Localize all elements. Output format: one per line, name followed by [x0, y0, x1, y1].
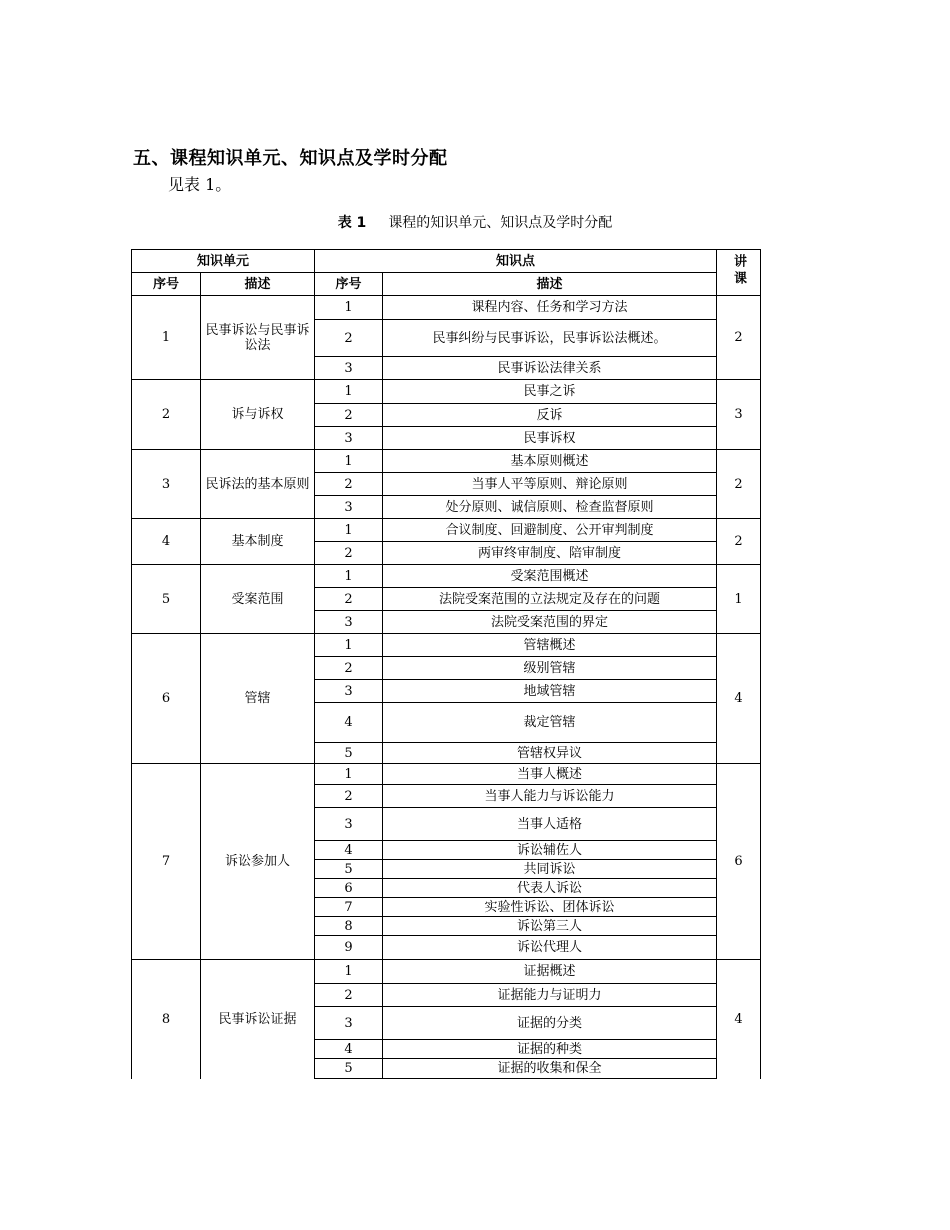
unit-description: 民事诉讼与民事诉讼法	[201, 296, 315, 380]
point-description: 合议制度、回避制度、公开审判制度	[383, 519, 717, 542]
point-number: 5	[315, 860, 383, 879]
point-description: 法院受案范围的立法规定及存在的问题	[383, 588, 717, 611]
point-number: 1	[315, 450, 383, 473]
lecture-hours: 4	[717, 960, 761, 1079]
point-number: 4	[315, 703, 383, 743]
point-number: 7	[315, 898, 383, 917]
point-number: 3	[315, 357, 383, 380]
point-description: 共同诉讼	[383, 860, 717, 879]
point-description: 证据的收集和保全	[383, 1059, 717, 1079]
point-description: 证据的种类	[383, 1040, 717, 1059]
lecture-hours: 2	[717, 519, 761, 565]
point-number: 4	[315, 1040, 383, 1059]
point-number: 3	[315, 808, 383, 841]
point-description: 课程内容、任务和学习方法	[383, 296, 717, 320]
point-description: 实验性诉讼、团体诉讼	[383, 898, 717, 917]
point-description: 管辖权异议	[383, 743, 717, 764]
point-description: 证据的分类	[383, 1007, 717, 1040]
point-description: 民事诉权	[383, 427, 717, 450]
point-description: 证据能力与证明力	[383, 984, 717, 1007]
point-number: 9	[315, 936, 383, 960]
point-description: 地域管辖	[383, 680, 717, 703]
point-description: 反诉	[383, 404, 717, 427]
point-number: 1	[315, 634, 383, 657]
point-number: 2	[315, 984, 383, 1007]
unit-number: 3	[132, 450, 201, 519]
point-description: 民事诉讼法律关系	[383, 357, 717, 380]
point-description: 诉讼代理人	[383, 936, 717, 960]
header-point-desc: 描述	[383, 273, 717, 296]
unit-number: 4	[132, 519, 201, 565]
point-number: 5	[315, 1059, 383, 1079]
point-number: 2	[315, 657, 383, 680]
point-number: 1	[315, 764, 383, 785]
point-number: 2	[315, 588, 383, 611]
intro-text: 见表 1。	[168, 175, 232, 194]
point-description: 诉讼第三人	[383, 917, 717, 936]
header-unit-no: 序号	[132, 273, 201, 296]
lecture-hours: 4	[717, 634, 761, 764]
table-row	[132, 450, 761, 473]
header-point-group: 知识点	[315, 250, 717, 273]
point-description: 两审终审制度、陪审制度	[383, 542, 717, 565]
unit-description: 基本制度	[201, 519, 315, 565]
lecture-hours: 3	[717, 380, 761, 450]
point-number: 5	[315, 743, 383, 764]
lecture-hours: 2	[717, 450, 761, 519]
point-description: 级别管辖	[383, 657, 717, 680]
table-row	[132, 960, 761, 984]
table-row	[132, 764, 761, 785]
table-row	[132, 380, 761, 404]
caption-label: 表 1	[337, 215, 367, 231]
unit-number: 1	[132, 296, 201, 380]
caption-title: 课程的知识单元、知识点及学时分配	[388, 215, 613, 231]
point-description: 受案范围概述	[383, 565, 717, 588]
point-number: 3	[315, 611, 383, 634]
point-number: 2	[315, 785, 383, 808]
point-description: 民事纠纷与民事诉讼，民事诉讼法概述。	[383, 320, 717, 357]
unit-number: 5	[132, 565, 201, 634]
point-description: 管辖概述	[383, 634, 717, 657]
point-description: 处分原则、诚信原则、检查监督原则	[383, 496, 717, 519]
table-row	[132, 519, 761, 542]
table-row	[132, 634, 761, 657]
point-number: 1	[315, 565, 383, 588]
unit-description: 民事诉讼证据	[201, 960, 315, 1079]
unit-number: 7	[132, 764, 201, 960]
point-number: 1	[315, 960, 383, 984]
header-unit-group: 知识单元	[132, 250, 315, 273]
lecture-hours: 1	[717, 565, 761, 634]
point-number: 4	[315, 841, 383, 860]
unit-description: 民诉法的基本原则	[201, 450, 315, 519]
point-description: 民事之诉	[383, 380, 717, 404]
point-number: 8	[315, 917, 383, 936]
table-row	[132, 565, 761, 588]
point-description: 当事人平等原则、辩论原则	[383, 473, 717, 496]
point-number: 3	[315, 496, 383, 519]
point-number: 2	[315, 320, 383, 357]
point-number: 2	[315, 404, 383, 427]
unit-description: 诉与诉权	[201, 380, 315, 450]
section-heading: 五、课程知识单元、知识点及学时分配	[133, 148, 448, 169]
header-unit-desc: 描述	[201, 273, 315, 296]
unit-number: 8	[132, 960, 201, 1079]
point-number: 3	[315, 680, 383, 703]
lecture-hours: 6	[717, 764, 761, 960]
unit-number: 2	[132, 380, 201, 450]
lecture-hours: 2	[717, 296, 761, 380]
unit-description: 管辖	[201, 634, 315, 764]
unit-description: 受案范围	[201, 565, 315, 634]
point-number: 6	[315, 879, 383, 898]
point-number: 1	[315, 296, 383, 320]
point-number: 1	[315, 519, 383, 542]
table-row	[132, 296, 761, 320]
knowledge-table	[131, 249, 761, 1079]
point-description: 当事人概述	[383, 764, 717, 785]
point-number: 1	[315, 380, 383, 404]
point-number: 2	[315, 542, 383, 565]
header-point-no: 序号	[315, 273, 383, 296]
point-description: 当事人适格	[383, 808, 717, 841]
point-number: 3	[315, 427, 383, 450]
point-description: 当事人能力与诉讼能力	[383, 785, 717, 808]
point-description: 证据概述	[383, 960, 717, 984]
point-number: 3	[315, 1007, 383, 1040]
point-description: 法院受案范围的界定	[383, 611, 717, 634]
point-description: 代表人诉讼	[383, 879, 717, 898]
point-description: 诉讼辅佐人	[383, 841, 717, 860]
table-caption	[0, 212, 950, 232]
table-body	[132, 296, 761, 1079]
point-description: 基本原则概述	[383, 450, 717, 473]
header-lecture: 讲课	[717, 250, 761, 296]
point-number: 2	[315, 473, 383, 496]
point-description: 裁定管辖	[383, 703, 717, 743]
unit-number: 6	[132, 634, 201, 764]
unit-description: 诉讼参加人	[201, 764, 315, 960]
